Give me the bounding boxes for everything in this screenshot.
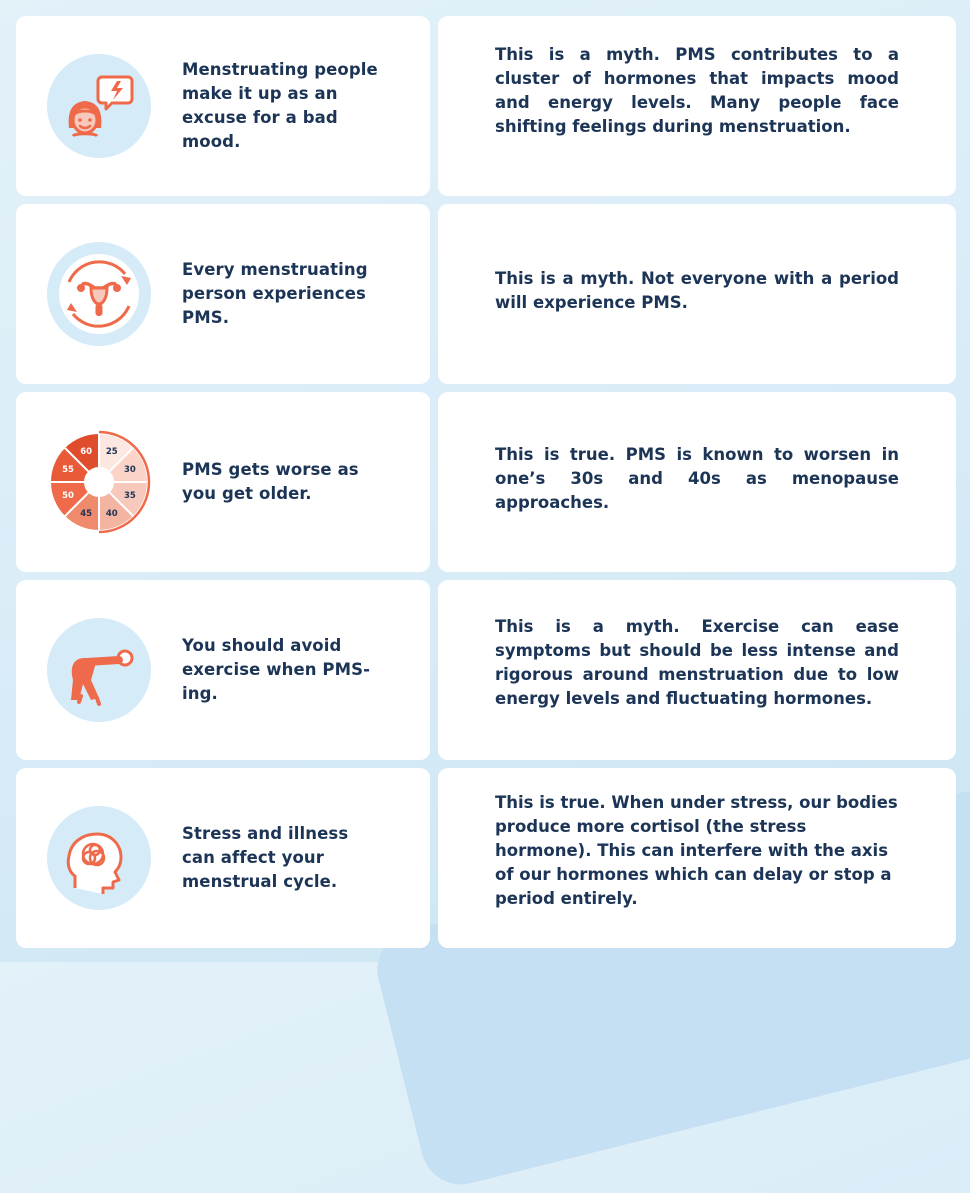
answer-card	[438, 392, 956, 572]
myth-row	[16, 768, 956, 948]
wheel-label: 35	[124, 490, 136, 501]
answer-text: This is true. PMS is known to worsen in one’s 30s and 40s as menopause approaches.	[495, 445, 899, 512]
myth-statement: Stress and illness can affect your menstrual cycle.	[182, 824, 349, 891]
wheel-label: 60	[80, 447, 93, 458]
myth-statement: PMS gets worse as you get older.	[182, 460, 359, 503]
answer-text: This is true. When under stress, our bodies produce more cortisol (the stress hormone). This can interfere with the axis of our hormones which can delay or stop a period entirely.	[495, 793, 898, 908]
answer-card	[438, 580, 956, 760]
myth-fact-list	[16, 16, 956, 956]
myth-row	[16, 16, 956, 196]
answer-card	[438, 16, 956, 196]
myth-row	[16, 204, 956, 384]
wheel-label: 25	[105, 447, 118, 458]
wheel-label: 45	[80, 508, 93, 519]
myth-card	[16, 392, 430, 572]
myth-card	[16, 204, 430, 384]
answer-card	[438, 204, 956, 384]
wheel-label: 40	[105, 508, 118, 519]
age-wheel-icon	[47, 430, 151, 534]
myth-statement: Menstruating people make it up as an excuse for a bad mood.	[182, 60, 378, 151]
stretching-person-icon	[47, 618, 151, 722]
myth-row	[16, 392, 956, 572]
myth-card	[16, 16, 430, 196]
myth-statement: Every menstruating person experiences PMS.	[182, 260, 368, 327]
answer-card	[438, 768, 956, 948]
myth-statement: You should avoid exercise when PMS-ing.	[182, 636, 371, 703]
myth-card	[16, 580, 430, 760]
uterus-cycle-icon	[47, 242, 151, 346]
myth-card	[16, 768, 430, 948]
wheel-label: 50	[62, 490, 74, 501]
wheel-label: 30	[124, 465, 136, 476]
answer-text: This is a myth. PMS contributes to a cluster of hormones that impacts mood and energy levels. Many people face shifting feelings during menstruation.	[495, 45, 899, 136]
myth-row	[16, 580, 956, 760]
woman-speech-bubble-icon	[47, 54, 151, 158]
answer-text: This is a myth. Exercise can ease symptoms but should be less intense and rigorous around menstruation due to low energy levels and fluctuating hormones.	[495, 617, 899, 708]
wheel-label: 55	[62, 465, 74, 476]
answer-text: This is a myth. Not everyone with a period will experience PMS.	[495, 269, 899, 312]
head-stress-icon	[47, 806, 151, 910]
